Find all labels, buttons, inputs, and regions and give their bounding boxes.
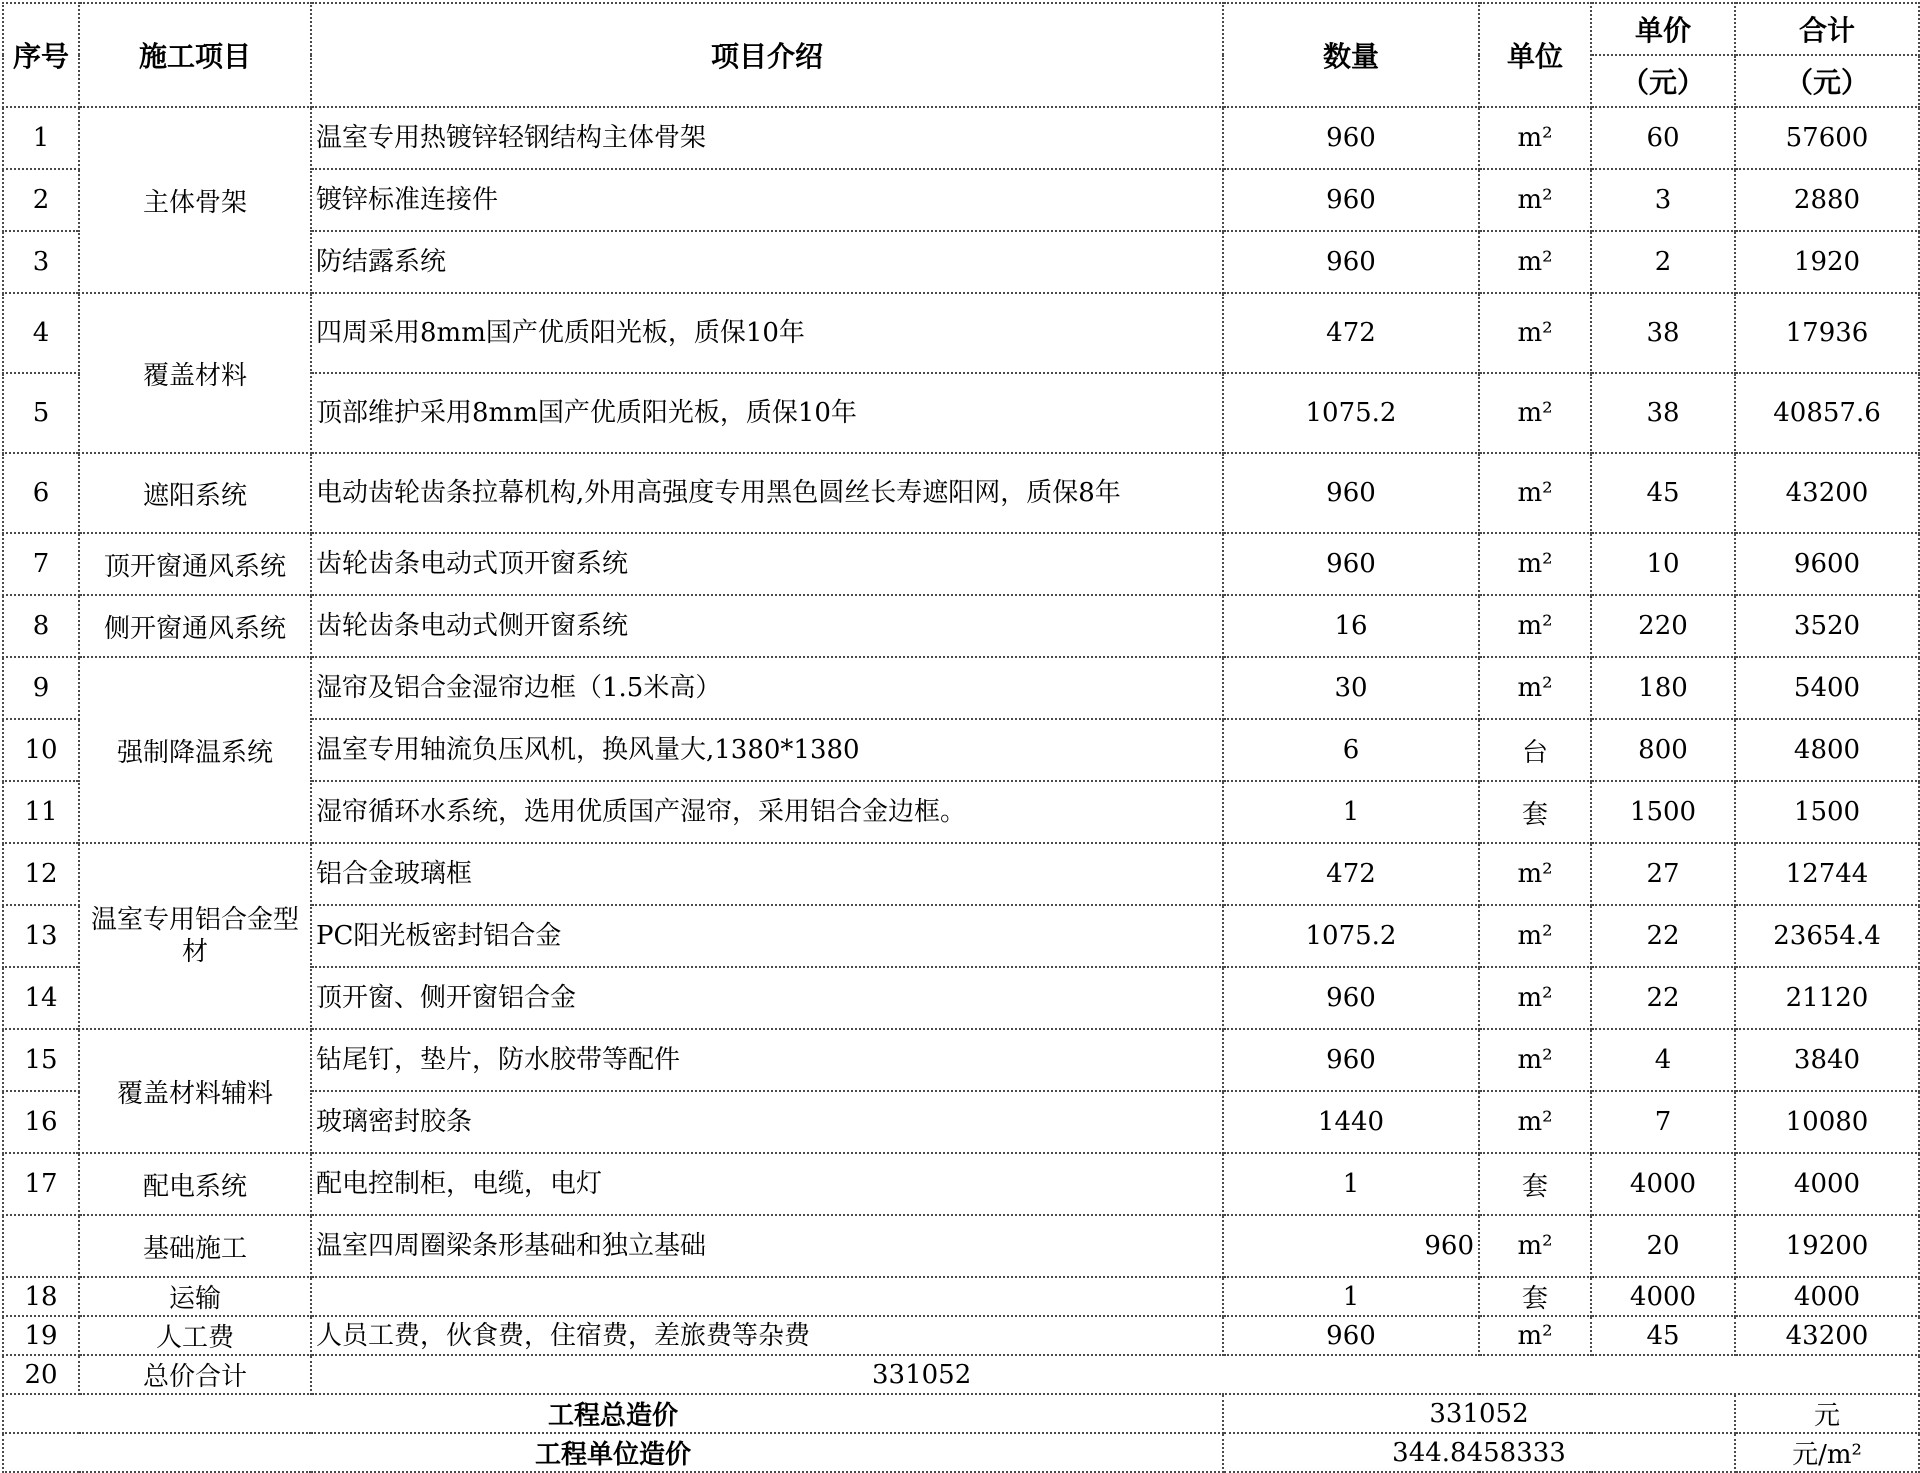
row-intro: 齿轮齿条电动式侧开窗系统	[311, 595, 1223, 657]
row-unit: 套	[1479, 781, 1591, 843]
row-qty: 30	[1223, 657, 1479, 719]
row-intro: 顶开窗、侧开窗铝合金	[311, 967, 1223, 1029]
row-unit: m²	[1479, 293, 1591, 373]
table-row	[3, 1316, 1919, 1355]
row-unit: m²	[1479, 107, 1591, 169]
row-price: 3	[1591, 169, 1735, 231]
row-seq: 20	[3, 1355, 79, 1394]
row-qty: 960	[1223, 231, 1479, 293]
row-seq: 9	[3, 657, 79, 719]
row-seq: 2	[3, 169, 79, 231]
row-unit: 套	[1479, 1153, 1591, 1215]
row-seq	[3, 1215, 79, 1277]
row-total: 1500	[1735, 781, 1919, 843]
row-total: 4000	[1735, 1153, 1919, 1215]
table-row	[3, 1215, 1919, 1277]
group-sum: 总价合计	[79, 1355, 311, 1394]
row-intro: 湿帘循环水系统，选用优质国产湿帘，采用铝合金边框。	[311, 781, 1223, 843]
row-total: 5400	[1735, 657, 1919, 719]
row-seq: 19	[3, 1316, 79, 1355]
row-price: 20	[1591, 1215, 1735, 1277]
row-seq: 14	[3, 967, 79, 1029]
row-unit: m²	[1479, 169, 1591, 231]
row-qty: 960	[1223, 533, 1479, 595]
group-topvent: 顶开窗通风系统	[79, 533, 311, 595]
row-intro: 电动齿轮齿条拉幕机构,外用高强度专用黑色圆丝长寿遮阳网，质保8年	[311, 453, 1223, 533]
row-total: 3520	[1735, 595, 1919, 657]
row-price: 38	[1591, 373, 1735, 453]
row-intro: 湿帘及铝合金湿帘边框（1.5米高）	[311, 657, 1223, 719]
row-unit: m²	[1479, 1215, 1591, 1277]
row-qty: 960	[1223, 967, 1479, 1029]
row-price: 45	[1591, 1316, 1735, 1355]
row-price: 220	[1591, 595, 1735, 657]
row-seq: 5	[3, 373, 79, 453]
total-cost-row	[3, 1394, 1919, 1433]
row-qty: 960	[1223, 107, 1479, 169]
row-total: 19200	[1735, 1215, 1919, 1277]
group-found: 基础施工	[79, 1215, 311, 1277]
row-price: 60	[1591, 107, 1735, 169]
unit-cost-unit: 元/m²	[1735, 1433, 1919, 1472]
row-intro: 温室专用轴流负压风机，换风量大,1380*1380	[311, 719, 1223, 781]
row-seq: 16	[3, 1091, 79, 1153]
row-total: 3840	[1735, 1029, 1919, 1091]
header-total-unit: （元）	[1735, 55, 1919, 107]
row-qty: 960	[1223, 1316, 1479, 1355]
row-unit: m²	[1479, 657, 1591, 719]
row-intro: 人员工费，伙食费，住宿费，差旅费等杂费	[311, 1316, 1223, 1355]
header-qty: 数量	[1223, 3, 1479, 107]
table-row	[3, 1355, 1919, 1394]
group-cooling: 强制降温系统	[79, 657, 311, 843]
row-total: 23654.4	[1735, 905, 1919, 967]
table-row	[3, 293, 1919, 373]
table-row	[3, 1029, 1919, 1091]
row-intro	[311, 1277, 1223, 1316]
row-price: 800	[1591, 719, 1735, 781]
header-item: 施工项目	[79, 3, 311, 107]
row-qty: 1	[1223, 1277, 1479, 1316]
row-price: 22	[1591, 905, 1735, 967]
row-qty: 1440	[1223, 1091, 1479, 1153]
row-intro: PC阳光板密封铝合金	[311, 905, 1223, 967]
table-row	[3, 1277, 1919, 1316]
row-price: 4000	[1591, 1277, 1735, 1316]
row-total: 9600	[1735, 533, 1919, 595]
row-unit: m²	[1479, 533, 1591, 595]
sum-value: 331052	[311, 1355, 1919, 1394]
row-intro: 顶部维护采用8mm国产优质阳光板，质保10年	[311, 373, 1223, 453]
row-price: 22	[1591, 967, 1735, 1029]
row-qty: 960	[1223, 1215, 1479, 1277]
row-unit: m²	[1479, 967, 1591, 1029]
row-seq: 10	[3, 719, 79, 781]
row-qty: 1	[1223, 781, 1479, 843]
table-row	[3, 843, 1919, 905]
row-qty: 1075.2	[1223, 905, 1479, 967]
group-frame: 主体骨架	[79, 107, 311, 293]
row-qty: 472	[1223, 293, 1479, 373]
row-total: 12744	[1735, 843, 1919, 905]
row-price: 2	[1591, 231, 1735, 293]
row-price: 10	[1591, 533, 1735, 595]
unit-cost-row	[3, 1433, 1919, 1472]
row-intro: 齿轮齿条电动式顶开窗系统	[311, 533, 1223, 595]
row-seq: 3	[3, 231, 79, 293]
row-intro: 钻尾钉，垫片，防水胶带等配件	[311, 1029, 1223, 1091]
row-qty: 472	[1223, 843, 1479, 905]
row-intro: 配电控制柜，电缆，电灯	[311, 1153, 1223, 1215]
row-unit: m²	[1479, 1091, 1591, 1153]
row-price: 1500	[1591, 781, 1735, 843]
group-alu: 温室专用铝合金型材	[79, 843, 311, 1029]
row-unit: m²	[1479, 1316, 1591, 1355]
row-unit: 台	[1479, 719, 1591, 781]
row-unit: m²	[1479, 1029, 1591, 1091]
row-seq: 17	[3, 1153, 79, 1215]
row-intro: 玻璃密封胶条	[311, 1091, 1223, 1153]
row-total: 43200	[1735, 453, 1919, 533]
row-intro: 温室专用热镀锌轻钢结构主体骨架	[311, 107, 1223, 169]
group-power: 配电系统	[79, 1153, 311, 1215]
row-intro: 镀锌标准连接件	[311, 169, 1223, 231]
row-intro: 铝合金玻璃框	[311, 843, 1223, 905]
total-cost-value: 331052	[1223, 1394, 1735, 1433]
row-total: 2880	[1735, 169, 1919, 231]
row-intro: 防结露系统	[311, 231, 1223, 293]
row-unit: 套	[1479, 1277, 1591, 1316]
group-shade: 遮阳系统	[79, 453, 311, 533]
row-qty: 960	[1223, 453, 1479, 533]
row-qty: 1	[1223, 1153, 1479, 1215]
row-seq: 13	[3, 905, 79, 967]
row-seq: 8	[3, 595, 79, 657]
header-total: 合计	[1735, 3, 1919, 55]
row-unit: m²	[1479, 231, 1591, 293]
table-row	[3, 657, 1919, 719]
group-sidevent: 侧开窗通风系统	[79, 595, 311, 657]
header-intro: 项目介绍	[311, 3, 1223, 107]
quote-table	[2, 2, 1920, 1473]
row-unit: m²	[1479, 843, 1591, 905]
table-row	[3, 453, 1919, 533]
table-row	[3, 533, 1919, 595]
header-price: 单价	[1591, 3, 1735, 55]
total-cost-label: 工程总造价	[3, 1394, 1223, 1433]
row-qty: 16	[1223, 595, 1479, 657]
row-total: 21120	[1735, 967, 1919, 1029]
group-transport: 运输	[79, 1277, 311, 1316]
row-seq: 7	[3, 533, 79, 595]
table-row	[3, 107, 1919, 169]
row-seq: 18	[3, 1277, 79, 1316]
row-qty: 960	[1223, 169, 1479, 231]
row-price: 4000	[1591, 1153, 1735, 1215]
row-unit: m²	[1479, 453, 1591, 533]
row-total: 4000	[1735, 1277, 1919, 1316]
row-total: 17936	[1735, 293, 1919, 373]
row-qty: 1075.2	[1223, 373, 1479, 453]
row-intro: 四周采用8mm国产优质阳光板，质保10年	[311, 293, 1223, 373]
row-price: 27	[1591, 843, 1735, 905]
row-seq: 6	[3, 453, 79, 533]
row-qty: 960	[1223, 1029, 1479, 1091]
table-row	[3, 595, 1919, 657]
row-total: 57600	[1735, 107, 1919, 169]
group-cover: 覆盖材料	[79, 293, 311, 453]
row-price: 180	[1591, 657, 1735, 719]
row-total: 43200	[1735, 1316, 1919, 1355]
row-unit: m²	[1479, 595, 1591, 657]
row-seq: 11	[3, 781, 79, 843]
unit-cost-label: 工程单位造价	[3, 1433, 1223, 1472]
row-total: 40857.6	[1735, 373, 1919, 453]
header-seq: 序号	[3, 3, 79, 107]
row-seq: 1	[3, 107, 79, 169]
header-price-unit: （元）	[1591, 55, 1735, 107]
row-seq: 4	[3, 293, 79, 373]
row-seq: 15	[3, 1029, 79, 1091]
row-total: 10080	[1735, 1091, 1919, 1153]
header-unit: 单位	[1479, 3, 1591, 107]
row-unit: m²	[1479, 373, 1591, 453]
row-price: 45	[1591, 453, 1735, 533]
row-price: 7	[1591, 1091, 1735, 1153]
row-qty: 6	[1223, 719, 1479, 781]
row-intro: 温室四周圈梁条形基础和独立基础	[311, 1215, 1223, 1277]
unit-cost-value: 344.8458333	[1223, 1433, 1735, 1472]
row-seq: 12	[3, 843, 79, 905]
group-aux: 覆盖材料辅料	[79, 1029, 311, 1153]
total-cost-unit: 元	[1735, 1394, 1919, 1433]
row-price: 4	[1591, 1029, 1735, 1091]
row-unit: m²	[1479, 905, 1591, 967]
row-total: 1920	[1735, 231, 1919, 293]
row-price: 38	[1591, 293, 1735, 373]
row-total: 4800	[1735, 719, 1919, 781]
group-labor: 人工费	[79, 1316, 311, 1355]
table-row	[3, 1153, 1919, 1215]
